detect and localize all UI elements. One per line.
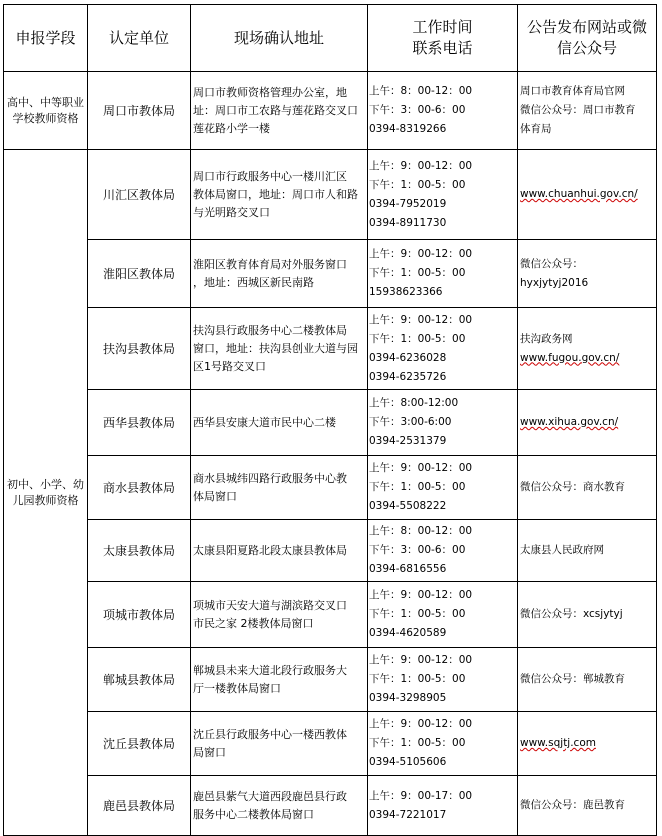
cell-line: 扶沟县行政服务中心二楼教体局 [193,323,347,337]
cell-notice [518,72,657,150]
cell-unit: 川汇区教体局 [88,150,191,240]
table-row [4,520,657,582]
table-row [4,390,657,456]
cell-line: 上午：8：00-12：00 [369,85,473,97]
cell-line: 高中、中等职业 [7,95,84,109]
cell-line: 郸城县未来大道北段行政服务大 [193,663,347,677]
cell-notice [518,456,657,520]
cell-address [191,240,368,308]
cell-line: 下午：1：00-5：00 [369,673,466,685]
cell-time-phone [368,150,518,240]
cell-unit: 淮阳区教体局 [88,240,191,308]
table-row [4,582,657,648]
cell-time-phone [368,582,518,648]
header-time-phone: 工作时间 联系电话 [368,5,518,72]
stage-high-school [4,72,88,150]
cell-address [191,776,368,836]
cell-line: 教体局窗口，地址：周口市人和路 [193,187,358,201]
cell-line: 区1号路交叉口 [193,359,266,373]
cell-unit: 沈丘县教体局 [88,712,191,776]
cell-line: hyxjytyj2016 [520,276,589,289]
cell-line: www.xihua.gov.cn/ [520,416,619,428]
cell-time-phone [368,308,518,390]
cell-unit: 鹿邑县教体局 [88,776,191,836]
cell-line: 上午：9：00-12：00 [369,313,473,326]
cell-notice [518,390,657,456]
table-row [4,776,657,836]
cell-line: 下午：1：00-5：00 [369,737,466,749]
cell-time-phone [368,520,518,582]
cell-unit: 周口市教体局 [88,72,191,150]
cell-unit: 项城市教体局 [88,582,191,648]
cell-line: 学校教师资格 [12,111,79,125]
cell-address [191,456,368,520]
table-row [4,72,657,150]
cell-line: 太康县阳夏路北段太康县教体局 [193,543,347,557]
cell-line: 下午：3：00-6：00 [369,104,466,116]
cell-unit: 商水县教体局 [88,456,191,520]
cell-line: 0394-3298905 [369,692,447,704]
cell-unit: 扶沟县教体局 [88,308,191,390]
cell-line: 0394-6235726 [369,370,447,383]
cell-notice [518,240,657,308]
cell-line: 0394-8319266 [369,123,447,135]
cell-line: 与光明路交叉口 [193,205,270,219]
header-address: 现场确认地址 [191,5,368,72]
table-row [4,456,657,520]
teacher-qualification-table [3,4,657,836]
cell-notice [518,520,657,582]
header-row [4,5,657,72]
table-row [4,712,657,776]
cell-time-phone [368,712,518,776]
cell-line: 0394-5508222 [369,500,447,512]
cell-line: 周口市行政服务中心一楼川汇区 [193,169,347,183]
cell-line: 厅一楼教体局窗口 [193,681,281,695]
cell-address [191,390,368,456]
cell-line: 西华县安康大道市民中心二楼 [193,415,336,429]
cell-line: 上午：9：00-12：00 [369,654,473,666]
cell-address [191,308,368,390]
cell-line: www.sqjtj.com [520,737,596,749]
cell-line: 市民之家 2楼教体局窗口 [193,616,314,630]
cell-line: 0394-8911730 [369,216,447,229]
cell-line: 鹿邑县紫气大道西段鹿邑县行政 [193,789,347,803]
cell-line: 微信公众号： [520,257,583,270]
cell-line: 微信公众号：商水教育 [520,481,625,493]
cell-line: ，地址：西城区新民南路 [193,275,314,289]
cell-line: 上午：8：00-12：00 [369,525,473,537]
cell-line: 体局窗口 [193,489,237,503]
cell-line: 商水县城纬四路行政服务中心教 [193,471,347,485]
cell-line: 服务中心二楼教体局窗口 [193,807,314,821]
cell-line: 微信公众号：xcsjytyj [520,608,623,620]
cell-unit: 西华县教体局 [88,390,191,456]
cell-unit: 郸城县教体局 [88,648,191,712]
cell-line: 0394-4620589 [369,627,447,639]
cell-line: 周口市教育体育局官网 [520,85,625,97]
cell-address [191,520,368,582]
cell-line: 上午：9：00-12：00 [369,718,473,730]
cell-notice [518,712,657,776]
cell-line: 15938623366 [369,286,443,298]
cell-line: 上午：9：00-12：00 [369,159,473,172]
cell-line: 太康县人民政府网 [520,544,604,556]
cell-address [191,712,368,776]
cell-line: 下午：1：00-5：00 [369,178,466,191]
cell-line: 上午：9：00-12：00 [369,462,473,474]
cell-line: 上午：9：00-12：00 [369,248,473,260]
cell-notice [518,648,657,712]
cell-line: 址：周口市工农路与莲花路交叉口 [193,103,358,117]
header-unit: 认定单位 [88,5,191,72]
cell-line: 莲花路小学一楼 [193,121,270,135]
cell-line: 0394-2531379 [369,435,447,447]
cell-time-phone [368,648,518,712]
cell-line: 0394-6236028 [369,351,447,364]
cell-line: 沈丘县行政服务中心一楼西教体 [193,727,347,741]
cell-line: 初中、小学、幼 [7,477,84,491]
cell-line: 微信公众号：周口市教育 [520,104,636,116]
cell-line: 微信公众号：郸城教育 [520,673,625,685]
cell-address [191,72,368,150]
cell-line: www.fugou.gov.cn/ [520,351,620,364]
cell-time-phone [368,776,518,836]
cell-time-phone [368,240,518,308]
stage-primary [4,150,88,836]
cell-line: 下午：1：00-5：00 [369,332,466,345]
cell-address [191,150,368,240]
cell-line: 微信公众号：鹿邑教育 [520,799,625,811]
cell-time-phone [368,72,518,150]
cell-line: 上午：9：00-17：00 [369,789,473,802]
cell-line: 项城市天安大道与湖滨路交叉口 [193,598,347,612]
cell-line: 0394-5105606 [369,756,447,768]
cell-line: 下午：1：00-5：00 [369,608,466,620]
cell-line: 0394-7221017 [369,808,447,821]
cell-line: www.chuanhui.gov.cn/ [520,188,638,200]
cell-line: 扶沟政务网 [520,332,573,345]
cell-line: 0394-6816556 [369,563,447,575]
cell-unit: 太康县教体局 [88,520,191,582]
cell-notice [518,308,657,390]
cell-line: 局窗口 [193,745,226,759]
cell-line: 上午：8:00-12:00 [369,397,459,409]
cell-address [191,582,368,648]
cell-line: 体育局 [520,123,552,135]
header-stage: 申报学段 [4,5,88,72]
cell-notice [518,150,657,240]
cell-time-phone [368,456,518,520]
table-row [4,308,657,390]
cell-time-phone [368,390,518,456]
table-row [4,648,657,712]
cell-line: 淮阳区教育体育局对外服务窗口 [193,257,347,271]
cell-line: 下午：1：00-5：00 [369,267,466,279]
cell-address [191,648,368,712]
cell-line: 0394-7952019 [369,197,447,210]
cell-notice [518,776,657,836]
cell-line: 下午：3：00-6：00 [369,544,466,556]
cell-line: 下午：1：00-5：00 [369,481,466,493]
cell-line: 下午：3:00-6:00 [369,416,452,428]
header-notice: 公告发布网站或微 信公众号 [518,5,657,72]
cell-line: 窗口，地址：扶沟县创业大道与园 [193,341,358,355]
cell-line: 儿园教师资格 [12,493,79,507]
cell-notice [518,582,657,648]
cell-line: 上午：9：00-12：00 [369,589,473,601]
table-row [4,150,657,240]
table-row [4,240,657,308]
cell-line: 周口市教师资格管理办公室，地 [193,85,347,99]
